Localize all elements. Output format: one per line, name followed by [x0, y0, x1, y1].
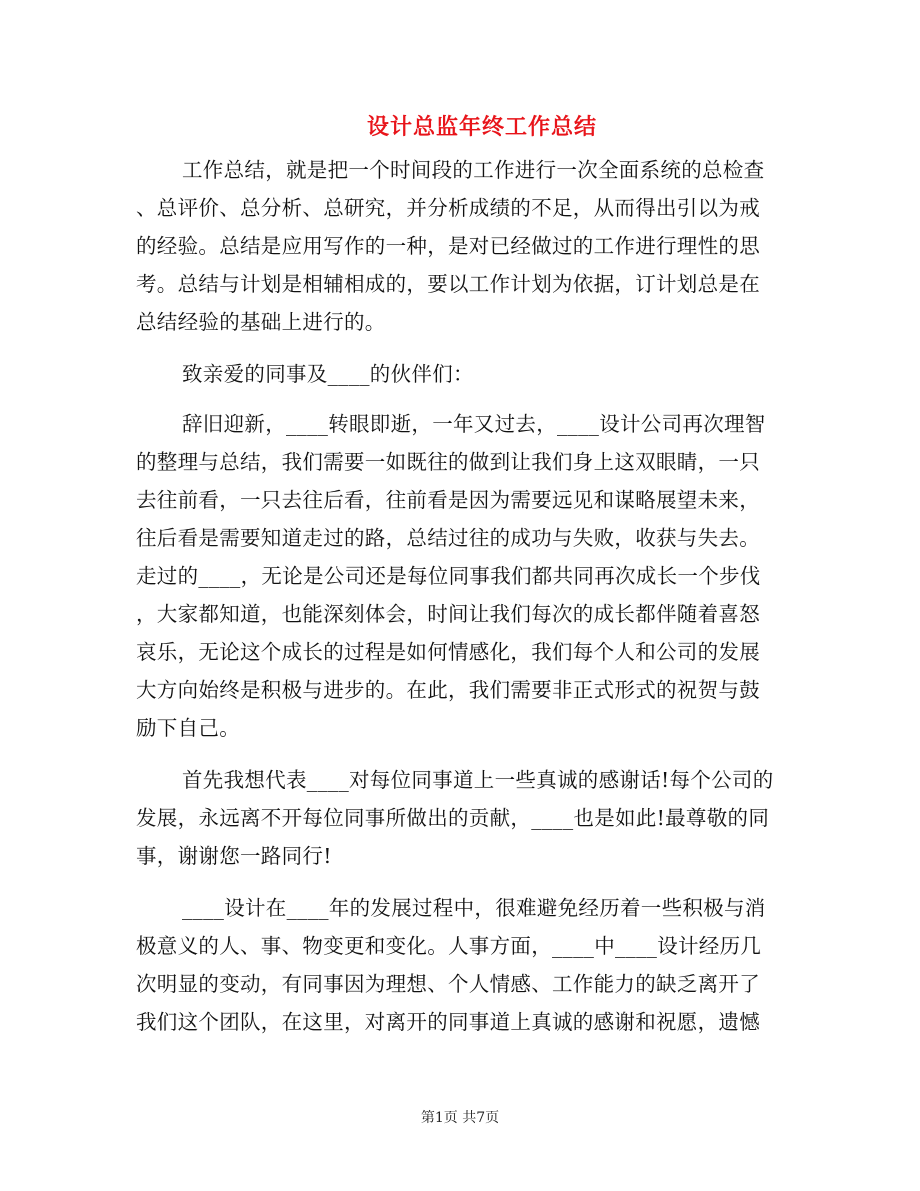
text-line: 总结经验的基础上进行的。 — [136, 310, 386, 334]
text-line: 、总评价、总分析、总研究，并分析成绩的不足，从而得出引以为戒 — [136, 196, 760, 220]
text-line: 致亲爱的同事及____的伙伴们： — [182, 362, 474, 386]
text-line: 去往前看，一只去往后看，往前看是因为需要远见和谋略展望未来， — [136, 488, 760, 512]
text-line: ，大家都知道，也能深刻体会，时间让我们每次的成长都伴随着喜怒 — [136, 602, 760, 626]
text-line: 首先我想代表____对每位同事道上一些真诚的感谢话!每个公司的 — [182, 768, 774, 792]
text-line: 的经验。总结是应用写作的一种，是对已经做过的工作进行理性的思 — [136, 234, 760, 258]
document-title: 设计总监年终工作总结 — [366, 114, 597, 140]
text-line: 辞旧迎新，____转眼即逝，一年又过去，____设计公司再次理智 — [182, 412, 766, 436]
text-line: 往后看是需要知道走过的路，总结过往的成功与失败，收获与失去。 — [136, 526, 760, 550]
text-line: 走过的____，无论是公司还是每位同事我们都共同再次成长一个步伐 — [136, 564, 761, 588]
text-line: 励下自己。 — [136, 716, 240, 740]
text-line: 次明显的变动，有同事因为理想、个人情感、工作能力的缺乏离开了 — [136, 972, 760, 996]
page-number: 第1页 共7页 — [420, 1110, 500, 1126]
text-line: 大方向始终是积极与进步的。在此，我们需要非正式形式的祝贺与鼓 — [136, 678, 760, 702]
text-line: 发展，永远离不开每位同事所做出的贡献，____也是如此!最尊敬的同 — [136, 806, 770, 830]
text-line: 极意义的人、事、物变更和变化。人事方面，____中____设计经历几 — [136, 934, 762, 958]
text-line: ____设计在____年的发展过程中，很难避免经历着一些积极与消 — [182, 896, 766, 920]
text-line: 考。总结与计划是相辅相成的，要以工作计划为依据，订计划总是在 — [136, 272, 760, 296]
text-line: 事，谢谢您一路同行! — [136, 844, 332, 868]
text-line: 工作总结，就是把一个时间段的工作进行一次全面系统的总检查 — [182, 158, 765, 182]
text-line: 的整理与总结，我们需要一如既往的做到让我们身上这双眼睛，一只 — [136, 450, 760, 474]
text-line: 我们这个团队，在这里，对离开的同事道上真诚的感谢和祝愿，遗憾 — [136, 1010, 760, 1034]
text-line: 哀乐，无论这个成长的过程是如何情感化，我们每个人和公司的发展 — [136, 640, 760, 664]
